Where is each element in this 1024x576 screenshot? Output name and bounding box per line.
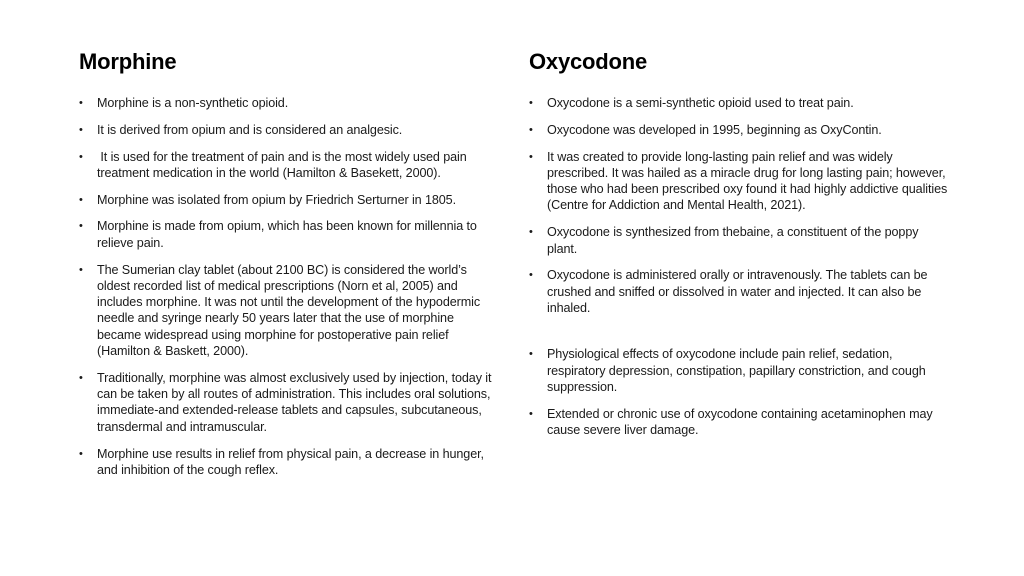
- list-item: • Oxycodone is administered orally or intravenously. The tablets can be crushed and sniffed or dissolved in water and injected. It can also be inhaled.: [529, 268, 928, 315]
- bullet-icon: •: [529, 269, 533, 282]
- bullet-icon: •: [529, 348, 533, 361]
- list-item: • Morphine use results in relief from physical pain, a decrease in hunger, and inhibition of the cough reflex.: [79, 446, 484, 477]
- bullet-icon: •: [79, 263, 83, 276]
- bullet-icon: •: [79, 97, 83, 109]
- list-item: • Oxycodone is synthesized from thebaine, a constituent of the poppy plant.: [529, 225, 919, 256]
- bullet-icon: •: [529, 407, 533, 420]
- list-item: • Physiological effects of oxycodone include pain relief, sedation, respiratory depression, constipation, papillary constriction, and cough suppression.: [529, 347, 926, 394]
- list-item: • Oxycodone is a semi-synthetic opioid used to treat pain.: [529, 96, 854, 110]
- list-item: • It was created to provide long-lasting pain relief and was widely prescribed. It was hailed as a miracle drug for long lasting pain; however, those who had been prescribed oxy found it had highly addictive qualities (Centre for Addiction and Mental Health, 2021).: [529, 149, 948, 213]
- list-item: • It is derived from opium and is considered an analgesic.: [79, 122, 403, 137]
- list-item: • Morphine is made from opium, which has been known for millennia to relieve pain.: [79, 219, 477, 250]
- morphine-heading: Morphine: [79, 49, 177, 74]
- bullet-icon: •: [529, 123, 533, 136]
- list-item: • Extended or chronic use of oxycodone containing acetaminophen may cause severe liver damage.: [529, 406, 933, 437]
- bullet-icon: •: [79, 123, 83, 136]
- bullet-icon: •: [79, 371, 83, 384]
- bullet-icon: •: [529, 97, 533, 109]
- oxycodone-bullet-list: [529, 95, 949, 449]
- bullet-icon: •: [79, 150, 83, 163]
- oxycodone-heading: Oxycodone: [529, 49, 648, 74]
- list-item: • It is used for the treatment of pain and is the most widely used pain treatment medication in the world (Hamilton & Basekett, 2000).: [79, 149, 471, 180]
- list-item: • Traditionally, morphine was almost exclusively used by injection, today it can be taken by all routes of administration. This includes oral solutions, immediate-and extended-release tablets and capsules, subcutaneous, transdermal and intramuscular.: [79, 370, 492, 434]
- list-item: • Oxycodone was developed in 1995, beginning as OxyContin.: [529, 122, 882, 137]
- bullet-icon: •: [529, 150, 533, 163]
- bullet-icon: •: [79, 220, 83, 233]
- bullet-icon: •: [79, 193, 83, 206]
- bullet-icon: •: [529, 226, 533, 239]
- list-item: • Morphine was isolated from opium by Friedrich Serturner in 1805.: [79, 192, 456, 207]
- morphine-bullet-list: [79, 95, 499, 489]
- bullet-icon: •: [79, 447, 83, 460]
- list-item: • The Sumerian clay tablet (about 2100 BC) is considered the world’s oldest recorded list of medical prescriptions (Norn et al, 2005) and includes morphine. It was not until the development of the hypodermic needle and syringe nearly 50 years later that the use of morphine became widespread using morphine for postoperative pain relief (Hamilton & Baskett, 2000).: [79, 262, 481, 359]
- list-item: • Morphine is a non-synthetic opioid.: [79, 96, 289, 110]
